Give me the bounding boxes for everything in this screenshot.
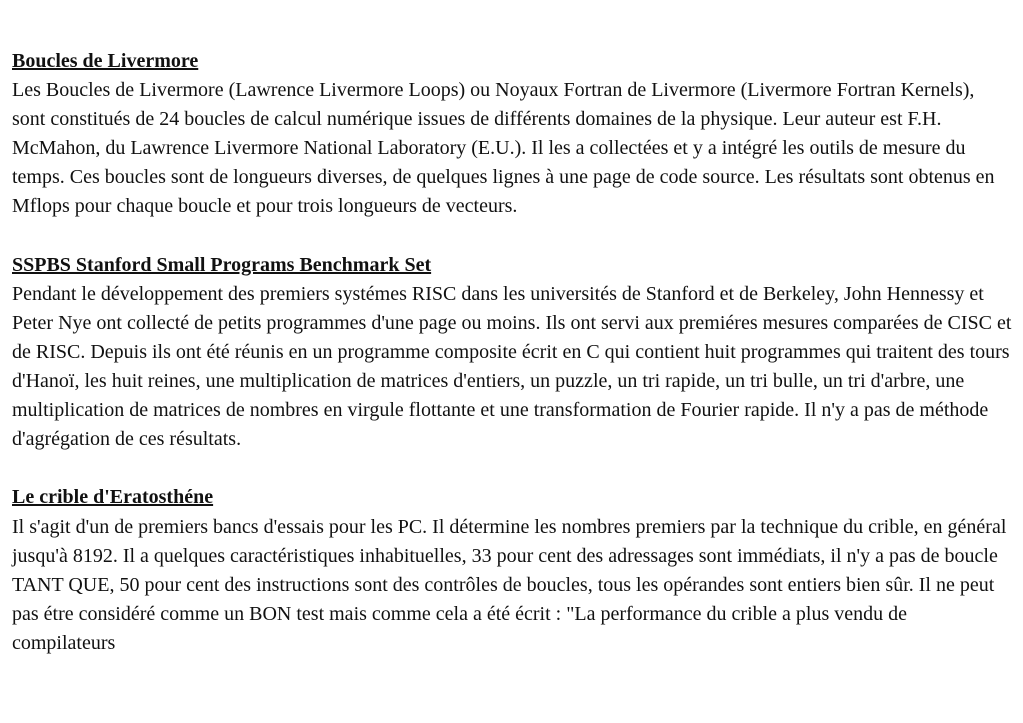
section-livermore-loops <box>12 47 1012 222</box>
section-paragraph: Les Boucles de Livermore (Lawrence Livermore Loops) ou Noyaux Fortran de Livermore (Livermore Fortran Kernels), sont constitués de 24 boucles de calcul numérique issues de différents domaines de la physique. Leur auteur est F.H. McMahon, du Lawrence Livermore National Laboratory (E.U.). Il les a collectées et y a intégré les outils de mesure du temps. Ces boucles sont de longueurs diverses, de quelques lignes à une page de code source. Les résultats sont obtenus en Mflops pour chaque boucle et pour trois longueurs de vecteurs. <box>12 79 995 218</box>
section-sspbs <box>12 251 1012 455</box>
section-heading: Boucles de Livermore <box>12 50 199 72</box>
section-heading: SSPBS Stanford Small Programs Benchmark Set <box>12 253 432 276</box>
document-page <box>12 47 1012 687</box>
section-paragraph: Il s'agit d'un de premiers bancs d'essais pour les PC. Il détermine les nombres premiers par la technique du crible, en général jusqu'à 8192. Il a quelques caractéristiques inhabituelles, 33 pour cent des adressages sont immédiats, il n'y a pas de boucle TANT QUE, 50 pour cent des instructions sont des contrôles de boucles, tous les opérandes sont entiers bien sûr. Il ne peut pas étre considéré comme un BON test mais comme cela a été écrit : "La performance du crible a plus vendu de compilateurs <box>12 515 1007 654</box>
section-eratosthenes-sieve <box>12 483 1012 658</box>
section-paragraph: Pendant le développement des premiers systémes RISC dans les universités de Stanford et de Berkeley, John Hennessy et Peter Nye ont collecté de petits programmes d'une page ou moins. Ils ont servi aux premiéres mesures comparées de CISC et de RISC. Depuis ils ont été réunis en un programme composite écrit en C qui contient huit programmes qui traitent des tours d'Hanoï, les huit reines, une multiplication de matrices d'entiers, un puzzle, un tri rapide, un tri bulle, un tri d'arbre, une multiplication de matrices de nombres en virgule flottante et une transformation de Fourier rapide. Il n'y a pas de méthode d'agrégation de ces résultats. <box>12 282 1012 451</box>
section-heading: Le crible d'Eratosthéne <box>12 486 214 509</box>
